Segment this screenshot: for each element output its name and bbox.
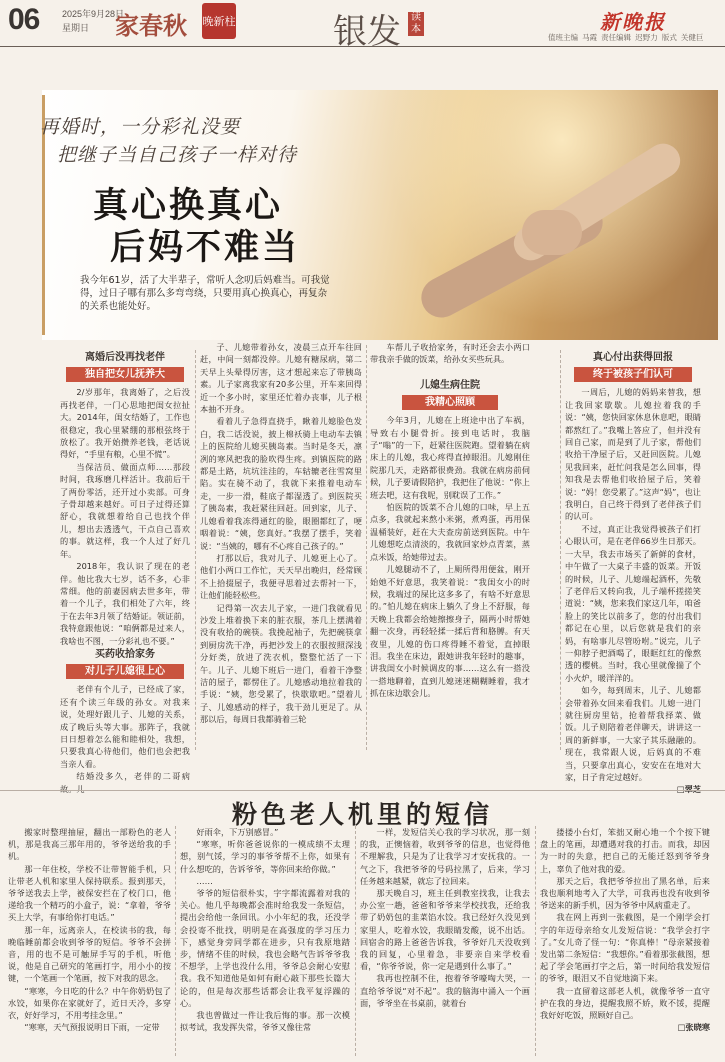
paragraph: 打那以后，我对儿子、儿媳更上心了。他们小两口工作忙，天天早出晚归，经常顾不上拾掇屋子，我便寻思着过去帮衬一下，让他们能轻松些。 xyxy=(200,552,362,601)
column-divider xyxy=(175,826,176,1056)
paragraph: 怕医院的饭菜不合儿媳的口味，早上五点多，我就起来熬小米粥，煮鸡蛋，再用保温桶装好，赶在大夫查房前送到医院。中午儿媳想吃点清淡的，我就回家炒点青菜，蒸点米饭，给她带过去。 xyxy=(370,502,530,562)
column-divider xyxy=(560,350,561,750)
paragraph: 搂搂小台灯，笨拙又耐心地一个个按下键盘上的笔画，却遭遇对我的打击。而我，却因为一时的失意，把自己的无能迁怒到爷爷身上，辜负了他对我的爱。 xyxy=(540,827,710,874)
feature-headline-1: 真心换真心 xyxy=(93,185,284,226)
paragraph: 如今，每到周末，儿子、儿媳都会带着孙女回来看我们。儿媳一进门就往厨房里钻，抢着帮我择菜、做饭。儿子则陪着老伴聊天，讲讲这一周的新鲜事，一大家子其乐融融的。现在，我常跟人说，后妈真的不难当，只要拿出真心，安安在在地对大家，日子肯定过越好。 xyxy=(565,685,701,782)
article-2-column-3 xyxy=(360,826,530,1056)
column-divider xyxy=(355,826,356,1056)
author-byline: □翠芝 xyxy=(676,784,701,795)
paragraph: 我也曾做过一件让我后悔的事。那一次模拟考试，我发挥失常，爷爷又像往常 xyxy=(180,1010,350,1033)
paragraph: 2018年，我认识了现在的老伴。他比我大七岁，话不多，心非常细。他的前妻因病去世多年，带着一个儿子，我们相处了六年，终于在去年3月领了结婚证。领证前，我特意跟他说：“咱俩都是过来人，我啥也不图，一分彩礼也不要。” xyxy=(60,561,190,646)
section-tag: 我精心照顾 xyxy=(402,395,498,410)
paragraph: 一样，发短信关心我的学习状况，那一刻的我，正懊恼着，收到爷爷的信息，也觉得他不理解我，只是为了让我学习才安抚我的。一气之下，我把爷爷的号码拉黑了，后来，学习任务越来越紧，就忘了拉回来。 xyxy=(360,827,530,886)
article-column-4 xyxy=(565,350,701,795)
paragraph: 儿媳腿动不了，上厕所得用便盆，刚开始她不好意思，我笑着说：“我闺女小的时候，我端过的屎比这多多了，有啥不好意思的。”怕儿媳在病床上躺久了身上不舒服，每天晚上我都会给她擦擦身子，隔两小时帮她翻一次身，再轻轻揉一揉后背和胳膊。有天夜里，儿媳的伤口疼得睡不着觉，直掉眼泪。我坐在床边，跟她讲我年轻时的趣事，讲我闺女小时候调皮的事……这么有一搭没一搭地聊着，直到儿媳迷迷糊糊睡着，我才抓在床边歇会儿。 xyxy=(370,564,530,699)
paragraph: 那天之后，我把爷爷拉出了黑名单，后来我也顺利地考入了大学，可我再也没有收到爷爷送来的新手机，因为爷爷中风病重走了。 xyxy=(540,875,710,911)
section-title: 家春秋 xyxy=(115,12,187,40)
article-column-1 xyxy=(60,350,190,794)
section-tag: 对儿子儿媳很上心 xyxy=(66,664,184,679)
feature-subtitle-1: 再婚时，一分彩礼没要 xyxy=(40,116,241,138)
paragraph: 那天晚自习，班主任到教室找我，让我去办公室一趟，爸爸和爷爷来学校找我，还给我带了奶奶包的韭菜馅水饺。我已经好久没见到家里人，吃着水饺，我眼睛发酸，说不出话。回宿舍的路上爸爸告诉我，爷爷好几天没收到我的回复，心里着急，非要亲自来学校看看，“你爷爷说，你一定是遇到什么事了。” xyxy=(360,888,530,972)
column-divider xyxy=(195,350,196,750)
paragraph: 一周后，儿媳的妈妈来替我，想让我回家歇歇。儿媳拉着我的手说：“姨，您快回家休息休息吧，眼睛都熬红了。”我嘴上答应了，但并没有回自己家，而是到了儿子家，帮他们收拾干净屋子后，又赶回医院。儿媳见我回来，赶忙问我是怎么回事，得知我是去帮他们收拾屋子后，笑着说：“妈！您受累了。”这声“妈”，也让我明白，自己终于得到了老伴孩子们的认可。 xyxy=(565,387,701,522)
photo-hands xyxy=(522,210,582,255)
feature-subtitle-2: 把继子当自己孩子一样对待 xyxy=(57,144,298,166)
column-divider xyxy=(535,826,536,1056)
section-heading: 儿媳生病住院 xyxy=(420,379,480,391)
author-byline: □张晓寒 xyxy=(677,1022,710,1033)
paragraph: 看着儿子急得直挠手，瞅着儿媳脸色发白，我二话没说，披上棉袄骑上电动车去镇上的医院给儿媳买胰岛素。当时是冬天，凛冽的寒风把我的脸吹得生疼。到镇医院的路都是土路，坑坑洼洼的，车轱辘老往雪窝里陷。实在骑不动了，我就下来推着电动车走，一步一滑，鞋底子都湿透了。到医院买了胰岛素，我赶紧往回赶。回到家，儿子、儿媳看着我冻得通红的脸，眼圈都红了，哽咽着说：“姨，您真好。”我摆了摆手，笑着说：“当姨的，哪有不心疼自己孩子的。” xyxy=(200,416,362,551)
paragraph: 那一年，远离亲人，在校读书的我，每晚临睡前都会收到爷爷的短信。爷爷不会拼音，用的也不是可触屏手写的手机，听他说，他是自己研究的笔画打字，用小小的按键，一个笔画一个笔画，按下对我的思念。 xyxy=(8,924,171,984)
paragraph: …… xyxy=(196,875,213,886)
section-heading: 离婚后没再找老伴 xyxy=(85,352,165,363)
paragraph: 车帮儿子收拾家务，有时还会去小两口带我亲手做的饭菜，给孙女买些玩具。 xyxy=(370,342,530,365)
article-column-3 xyxy=(370,341,530,751)
article-separator xyxy=(0,790,725,791)
section-tag: 独自把女儿抚养大 xyxy=(66,367,184,382)
paragraph: 记得第一次去儿子家，一进门我就看见沙发上堆着换下来的脏衣服，茶几上摆满着没有收拾的碗筷。我挽起袖子，先把碗筷拿到厨房洗干净，再把沙发上的衣服按照深浅分好类，放进了洗衣机，整整忙活了一下午。儿子、儿媳下班后一进门，看着干净整洁的屋子，都愣住了。儿媳感动地拉着我的手说：“姨，您受累了，快歇歇吧。”望着儿子、儿媳感动的样子，我干劲儿更足了。从那以后，每周日我都骑着三轮 xyxy=(200,602,362,725)
paragraph: 子、儿媳带着孙女，凌晨三点开车往回赶，中间一刻都没停。儿媳有糖尿病，第二天早上头晕得厉害，这才想起来忘了带胰岛素。儿子家离我家有20多公里，开车来回得近一个多小时，家里还忙着办丧事，儿子根本抽不开身。 xyxy=(200,342,362,415)
paragraph: “寒寒，天气预报说明日下雨，一定带 xyxy=(24,1022,160,1033)
page-number: 06 xyxy=(8,3,40,36)
feature-headline-2: 后妈不难当 xyxy=(110,227,301,268)
article-2-column-4 xyxy=(540,826,710,1056)
section-heading: 真心付出获得回报 xyxy=(593,352,673,363)
issue-date: 2025年9月28日 xyxy=(62,9,125,19)
paragraph: “寒寒，听你爸爸说你的一模成绩不太理想，别气馁，学习的事爷爷帮不上你，如果有什么想吃的，告诉爷爷，等你回来给你做。” xyxy=(180,839,350,874)
editor-credits: 值班主编 马霞 责任编辑 迟野力 版式 关健巨 xyxy=(548,33,704,42)
article-column-2 xyxy=(200,341,362,751)
paragraph: 搬家时整理抽屉，翻出一部粉色的老人机，那是我高三那年用的，爷爷送给我的手机。 xyxy=(8,827,171,862)
section-heading: 买药收拾家务 xyxy=(95,648,155,660)
newspaper-logo: 新晚报 xyxy=(600,10,666,34)
section-tag: 终于被孩子们认可 xyxy=(574,367,692,382)
paragraph: 我在网上再到一张截图，是一个刚学会打字的年迈母亲给女儿发短信说：“我学会打字了。”女儿奇了怪一句：“你真棒！”母亲紧接着发出第二条短信：“我想你。”看着那张截图，想起了学会笔画打字之后，第一时间给我发短信的爷爷，眼泪又不自觉地滴下来。 xyxy=(540,912,710,984)
article-2-column-2 xyxy=(180,826,350,1056)
paragraph: 好雨伞，下万别感冒。” xyxy=(196,827,279,837)
paragraph: 我一直留着这部老人机，就像爷爷一直守护在我的身边，提醒我照不娇，败不馁，提醒我好好吃饭，照顾好自己。 xyxy=(540,985,710,1021)
column-subtitle: 读本 xyxy=(408,12,424,36)
article-2-title: 粉色老人机里的短信 xyxy=(231,800,493,829)
feature-photo xyxy=(372,90,718,340)
paragraph: 结婚没多久，老伴的二哥病故。儿 xyxy=(60,771,190,794)
paragraph: 不过，真正让我觉得被孩子们打心眼认可，是在老伴66岁生日那天。一大早，我去市场买了新鲜的食材，中午做了一大桌子丰盛的饭菜。开饭的时候，儿子、儿媳端起酒杯，先敬了老伴后又转向我，儿子端杯搓搓笑道说：“姨，您来我们家这几年，咱爸脸上的笑比以前多了，您的付出我们都记在心里，以后您就是我们的亲妈，有啥事儿尽管吩咐。”说完，儿子一仰脖子把酒喝了，眼眶红红的像熬透的樱桃。当时，我心里就像揣了个小火炉，暖洋洋的。 xyxy=(565,523,701,683)
paragraph: 我再也控制不住，抱着爷爷嚎啕大哭，一直给爷爷说“对不起”。我的脑海中涌入一个画面，爷爷坐在书桌前，就着台 xyxy=(360,973,530,1008)
paragraph: 那一年住校，学校不让带智能手机，只让带老人机和家里人保持联系。报到那天，爷爷送我去上学，被保安拦在了校门口，他递给我一个精巧的小盒子，说：“拿着，爷爷买上大学，有事给你打电话。” xyxy=(8,863,171,923)
feature-lead: 我今年61岁，活了大半辈子，常听人念叨后妈难当。可我觉得，过日子哪有那么多弯弯绕，只要用真心换真心，再复杂的关系也能处好。 xyxy=(80,275,330,312)
paragraph: 2/岁那年，我离婚了，之后没再找老伴，一门心思地把闺女拉扯大。2014年，闺女结婚了，工作也很稳定，我心里紧绷的那根弦终于放松了。我开始攒养老钱，老话说得好，“手里有粮，心里不慌”。 xyxy=(60,387,190,460)
seal-stamp: 晚新柱 xyxy=(202,3,236,39)
paragraph: “寒寒，今日吃的什么？中午你奶奶包了水饺，如果你在家就好了，近日天冷，多穿衣，好好学习，不用考挂念里。” xyxy=(8,985,171,1021)
paragraph: 老伴有个儿子，已经成了家，还有个读三年级的孙女。对我来说，处理好跟儿子、儿媳的关系，成了晚后头等大事。那阵子，我就日日想着怎么能和睦相处，我想，只要我真心待他们，他们也会把我当亲人看。 xyxy=(60,684,190,769)
paragraph: 当保洁员、做面点师……那段时间，我琢磨几样活计。我前后干了两份零活，还开过小卖部。可身子骨却越来越好。可日子过得还算舒心，我就想着给自己也找个伴儿，想出去透透气，干点自己喜欢的事。就这样，我一个人过了好几年。 xyxy=(60,461,190,559)
column-title: 银发 xyxy=(333,12,401,52)
article-2-column-1 xyxy=(8,826,171,1056)
issue-weekday: 星期日 xyxy=(62,23,90,33)
column-divider xyxy=(366,345,367,750)
paragraph: 今年3月，儿媳在上班途中出了车祸，导致右小腿骨折。接到电话时，我脑子“嗡”的一下，赶紧往医院跑。望着躺在病床上的儿媳，我心疼得直掉眼泪。儿媳刚住院那几天，走路都很费劲。我就在病房前伺候，儿子要请假陪护，我把住了他说：“你上班去吧，这有我呢，别耽误了工作。” xyxy=(370,415,530,500)
paragraph: 爷爷的短信很朴实，字字都流露着对我的关心。他几乎每晚都会准时给我发一条短信，提出会给他一条回讯。小小年纪的我，还没学会投寄不批找，明明是在高强度的学习压力下，感觉身旁同学都在进步，只有我原地踏步，情绪不佳的时候，我也会略气告诉爷爷我不想学，上学也没什么用，爷爷总会耐心安慰我。我不知道他是如何有耐心敲下那些长篇大论的，但是每次那些话都会让我平复浮躁的心。 xyxy=(180,888,350,1008)
